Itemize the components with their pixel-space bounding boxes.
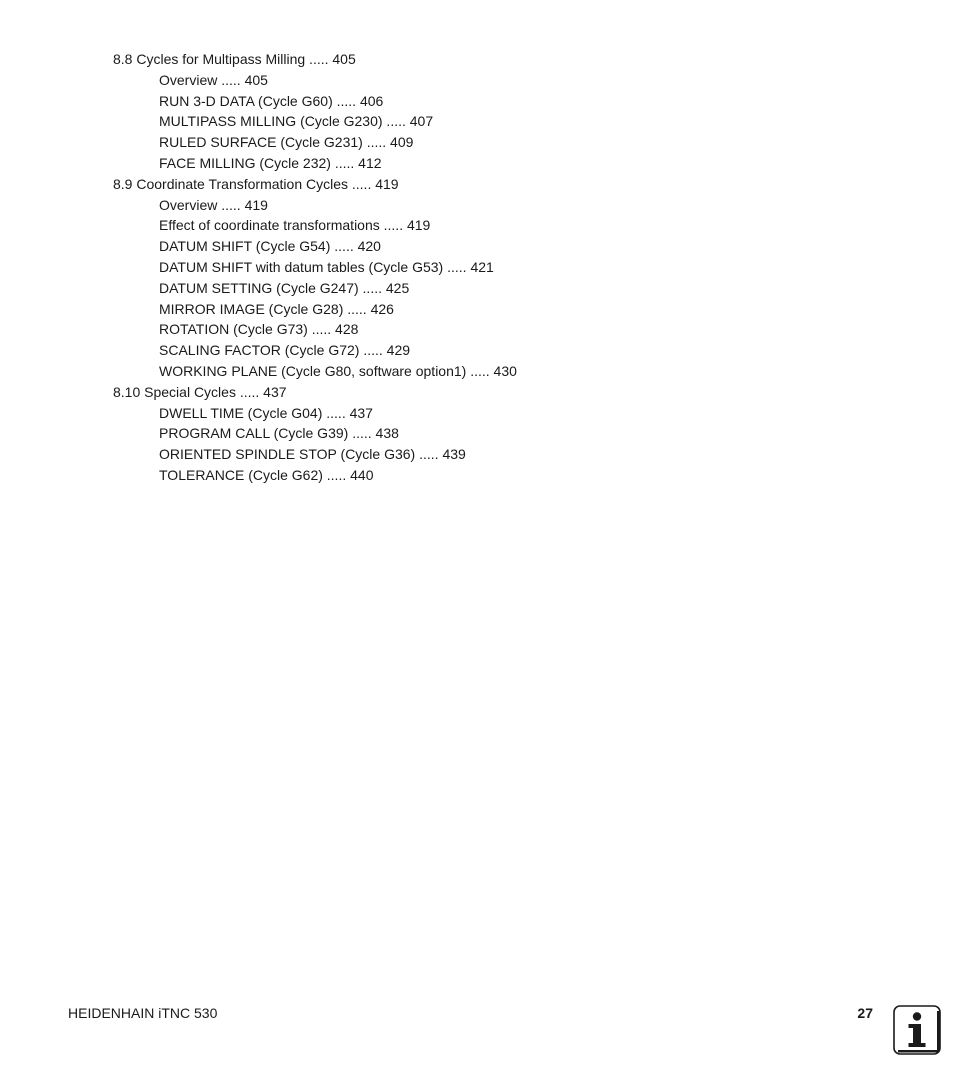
- toc-subentry: Overview ..... 405: [159, 71, 268, 88]
- toc-subentry: ORIENTED SPINDLE STOP (Cycle G36) ..... 439: [159, 446, 466, 463]
- table-of-contents: [113, 49, 517, 486]
- footer-title: HEIDENHAIN iTNC 530: [68, 1005, 218, 1021]
- page-number: 27: [857, 1005, 873, 1021]
- toc-subentry: WORKING PLANE (Cycle G80, software option1) ..... 430: [159, 362, 517, 379]
- toc-subentry: DATUM SHIFT with datum tables (Cycle G53) ..... 421: [159, 258, 494, 275]
- toc-section-entry: 8.10 Special Cycles ..... 437: [113, 383, 287, 400]
- toc-subentry: MULTIPASS MILLING (Cycle G230) ..... 407: [159, 113, 434, 130]
- toc-subentry: SCALING FACTOR (Cycle G72) ..... 429: [159, 342, 411, 359]
- toc-section-entry: 8.9 Coordinate Transformation Cycles ..... 419: [113, 175, 399, 192]
- toc-section-entry: 8.8 Cycles for Multipass Milling ..... 405: [113, 51, 356, 67]
- toc-subentry: PROGRAM CALL (Cycle G39) ..... 438: [159, 425, 399, 442]
- toc-subentry: FACE MILLING (Cycle 232) ..... 412: [159, 154, 382, 171]
- toc-subentry: RUN 3-D DATA (Cycle G60) ..... 406: [159, 92, 384, 109]
- toc-subentry: DATUM SHIFT (Cycle G54) ..... 420: [159, 238, 381, 255]
- toc-subentry: Effect of coordinate transformations ..... 419: [159, 217, 431, 234]
- toc-subentry: ROTATION (Cycle G73) ..... 428: [159, 321, 359, 338]
- toc-subentry: TOLERANCE (Cycle G62) ..... 440: [159, 466, 374, 483]
- toc-subentry: Overview ..... 419: [159, 196, 268, 213]
- info-icon: [893, 1005, 941, 1055]
- toc-subentry: DATUM SETTING (Cycle G247) ..... 425: [159, 279, 410, 296]
- toc-subentry: RULED SURFACE (Cycle G231) ..... 409: [159, 134, 414, 151]
- toc-subentry: DWELL TIME (Cycle G04) ..... 437: [159, 404, 373, 421]
- toc-subentry: MIRROR IMAGE (Cycle G28) ..... 426: [159, 300, 394, 317]
